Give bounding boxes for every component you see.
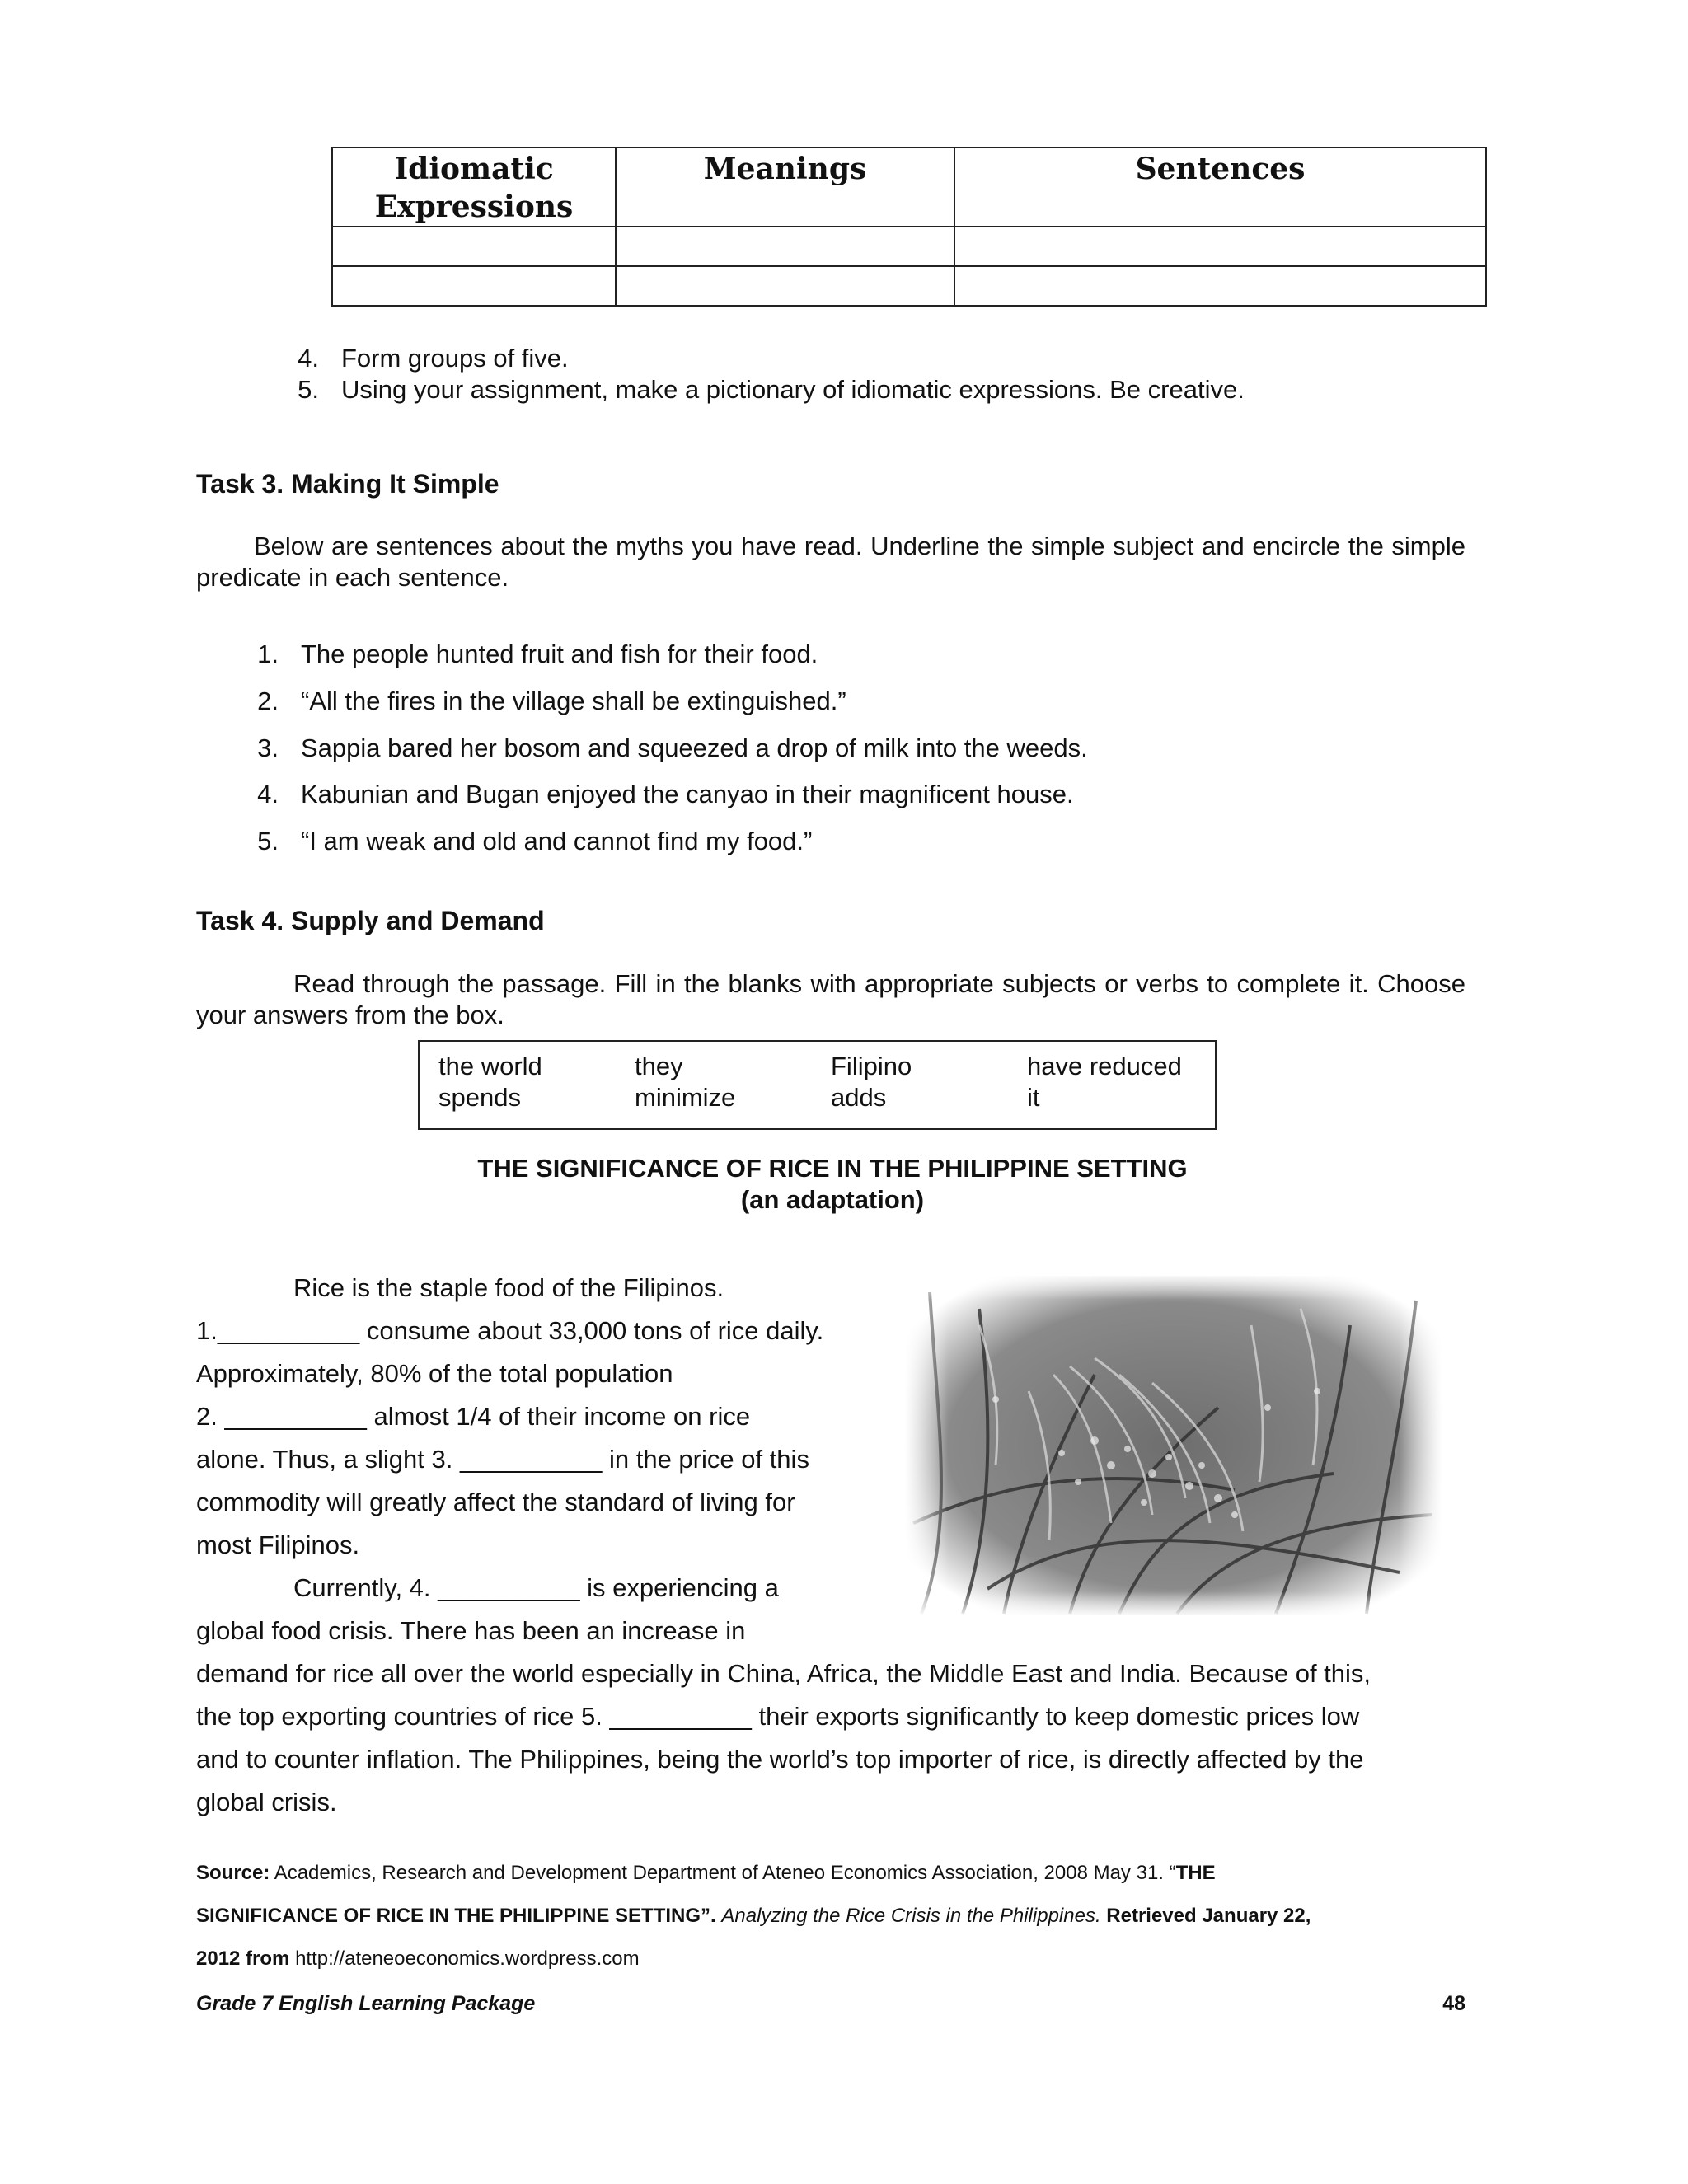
table-cell[interactable] xyxy=(332,266,616,306)
source-line-2 xyxy=(196,1905,1311,1928)
rice-plant-photo xyxy=(905,1276,1442,1615)
passage-title: THE SIGNIFICANCE OF RICE IN THE PHILIPPINE SETTING xyxy=(477,1154,1188,1183)
passage-line: demand for rice all over the world especially in China, Africa, the Middle East and India. Because of this, xyxy=(196,1659,1372,1688)
table-header-meanings: Meanings xyxy=(616,148,954,227)
task4-instructions: Read through the passage. Fill in the blanks with appropriate subjects or verbs to complete it. Choose your answers from the box. xyxy=(196,969,1465,1029)
table-row xyxy=(332,227,1486,266)
table-cell[interactable] xyxy=(616,266,954,306)
table-row xyxy=(332,266,1486,306)
source-title-end: SIGNIFICANCE OF RICE IN THE PHILIPPINE SETTING”. xyxy=(196,1905,716,1927)
list-item-number: 4. xyxy=(298,344,319,373)
passage-line: and to counter inflation. The Philippines, being the world’s top importer of rice, is directly affected by the xyxy=(196,1745,1364,1774)
source-label: Source: xyxy=(196,1862,270,1884)
task3-title: Task 3. Making It Simple xyxy=(196,469,499,499)
page-number: 48 xyxy=(1442,1992,1465,2015)
word-choice: minimize xyxy=(635,1083,736,1112)
list-item-number: 5. xyxy=(257,827,279,855)
source-retrieved: Retrieved January 22, xyxy=(1106,1905,1311,1927)
passage-line: 2. __________ almost 1/4 of their income on rice xyxy=(196,1402,751,1431)
table-cell[interactable] xyxy=(616,227,954,266)
word-choice: adds xyxy=(831,1083,887,1112)
word-choice: Filipino xyxy=(831,1052,912,1080)
table-header-idiomatic-expressions: Idiomatic Expressions xyxy=(332,148,616,227)
list-item-text: “All the fires in the village shall be extinguished.” xyxy=(301,687,846,715)
task4-title: Task 4. Supply and Demand xyxy=(196,906,545,935)
word-choice: it xyxy=(1027,1083,1040,1112)
source-retrieved-year: 2012 from xyxy=(196,1947,290,1970)
list-item-text: Form groups of five. xyxy=(341,344,569,373)
list-item-number: 5. xyxy=(298,375,319,404)
table-header-sentences: Sentences xyxy=(954,148,1486,227)
passage-line: the top exporting countries of rice 5. __________ their exports significantly to keep domestic prices low xyxy=(196,1702,1360,1731)
word-choice: the world xyxy=(438,1052,542,1080)
word-choices-box xyxy=(418,1040,1217,1130)
word-choice: spends xyxy=(438,1083,521,1112)
passage-line: alone. Thus, a slight 3. __________ in the price of this xyxy=(196,1445,809,1474)
list-item-number: 3. xyxy=(257,733,279,762)
source-text: Academics, Research and Development Department of Ateneo Economics Association, 2008 May 31. “ xyxy=(274,1862,1176,1884)
list-item-number: 2. xyxy=(257,687,279,715)
list-item-text: Sappia bared her bosom and squeezed a drop of milk into the weeds. xyxy=(301,733,1088,762)
list-item-text: The people hunted fruit and fish for their food. xyxy=(301,640,818,668)
list-item-number: 4. xyxy=(257,780,279,808)
list-item-text: “I am weak and old and cannot find my food.” xyxy=(301,827,813,855)
table-cell[interactable] xyxy=(332,227,616,266)
idioms-table xyxy=(331,147,1487,307)
passage-line: Approximately, 80% of the total population xyxy=(196,1359,673,1388)
passage-line: global crisis. xyxy=(196,1788,337,1816)
word-choice: they xyxy=(635,1052,683,1080)
footer-title: Grade 7 English Learning Package xyxy=(196,1992,536,2015)
table-cell[interactable] xyxy=(954,266,1486,306)
word-choice: have reduced xyxy=(1027,1052,1182,1080)
passage-line: commodity will greatly affect the standard of living for xyxy=(196,1488,795,1516)
list-item-text: Using your assignment, make a pictionary of idiomatic expressions. Be creative. xyxy=(341,375,1245,404)
source-publication: Analyzing the Rice Crisis in the Philippines. xyxy=(721,1905,1101,1927)
passage-line: global food crisis. There has been an increase in xyxy=(196,1616,746,1645)
list-item-text: Kabunian and Bugan enjoyed the canyao in their magnificent house. xyxy=(301,780,1074,808)
list-item-number: 1. xyxy=(257,640,279,668)
source-title-start: THE xyxy=(1175,1862,1216,1884)
source-url[interactable]: http://ateneoeconomics.wordpress.com xyxy=(295,1947,640,1970)
source-line-3 xyxy=(196,1947,640,1971)
passage-subtitle: (an adaptation) xyxy=(740,1185,925,1214)
table-cell[interactable] xyxy=(954,227,1486,266)
passage-line: most Filipinos. xyxy=(196,1530,360,1559)
passage-line: 1.__________ consume about 33,000 tons of rice daily. xyxy=(196,1316,824,1345)
task3-instructions: Below are sentences about the myths you have read. Underline the simple subject and encircle the simple predicate in each sentence. xyxy=(196,532,1465,592)
passage-line: Rice is the staple food of the Filipinos. xyxy=(293,1273,724,1302)
source-line-1 xyxy=(196,1862,1216,1885)
passage-line: Currently, 4. __________ is experiencing a xyxy=(293,1573,779,1602)
